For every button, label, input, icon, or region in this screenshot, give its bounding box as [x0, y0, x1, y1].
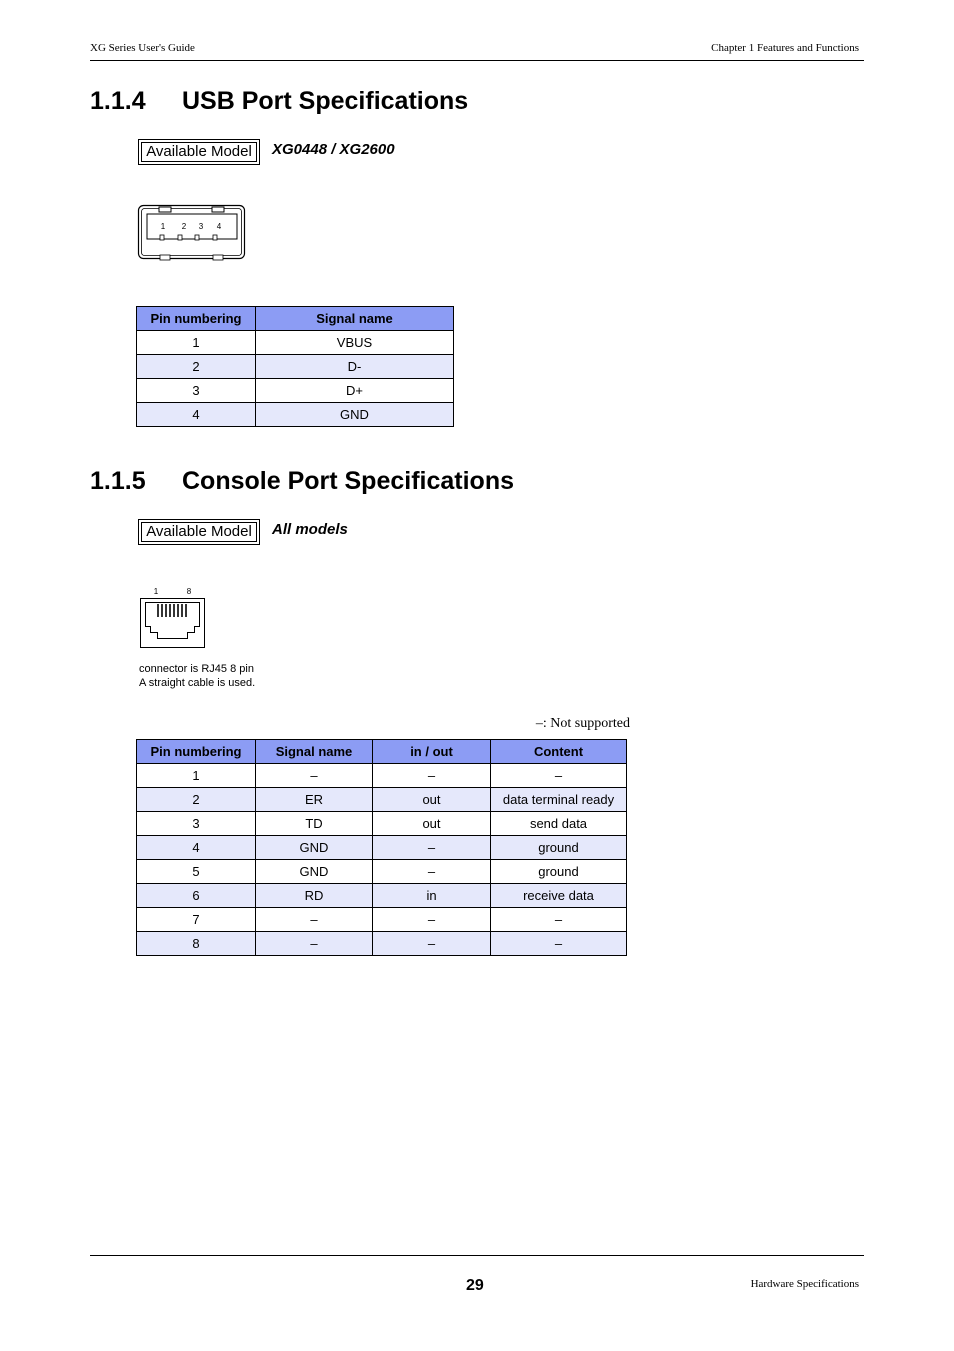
- page-number: 29: [466, 1277, 484, 1294]
- available-model-label: Available Model: [141, 522, 257, 542]
- table-cell: –: [491, 764, 627, 788]
- table-cell: data terminal ready: [491, 788, 627, 812]
- table-cell: out: [373, 812, 491, 836]
- table-cell: receive data: [491, 884, 627, 908]
- table-row: [137, 403, 454, 427]
- table-cell: D-: [256, 355, 454, 379]
- table-cell: –: [373, 932, 491, 956]
- available-model-box-usb: [138, 139, 260, 165]
- table-cell: 2: [137, 788, 256, 812]
- table-cell: 6: [137, 884, 256, 908]
- table-cell: 2: [137, 355, 256, 379]
- table-row: [137, 788, 627, 812]
- column-header: Signal name: [256, 307, 454, 331]
- table-cell: 8: [137, 932, 256, 956]
- table-cell: ground: [491, 860, 627, 884]
- section-title-console: Console Port Specifications: [182, 467, 515, 495]
- table-cell: 3: [137, 812, 256, 836]
- column-header: Pin numbering: [137, 307, 256, 331]
- table-cell: in: [373, 884, 491, 908]
- section-number-console: 1.1.5: [90, 467, 146, 495]
- table-cell: 4: [137, 836, 256, 860]
- table-cell: out: [373, 788, 491, 812]
- table-cell: 4: [137, 403, 256, 427]
- section-title-usb: USB Port Specifications: [182, 87, 469, 115]
- table-cell: 1: [137, 764, 256, 788]
- table-cell: TD: [256, 812, 373, 836]
- table-cell: ER: [256, 788, 373, 812]
- table-cell: RD: [256, 884, 373, 908]
- table-cell: –: [256, 764, 373, 788]
- column-header: Pin numbering: [137, 740, 256, 764]
- section-number-usb: 1.1.4: [90, 87, 146, 115]
- available-model-value-usb: XG0448 / XG2600: [272, 141, 395, 158]
- table-cell: 3: [137, 379, 256, 403]
- table-row: [137, 812, 627, 836]
- header-rule: [90, 60, 864, 61]
- table-row: [137, 932, 627, 956]
- table-cell: –: [256, 932, 373, 956]
- console-pin-table: [136, 739, 627, 956]
- table-cell: –: [373, 764, 491, 788]
- table-cell: –: [256, 908, 373, 932]
- usb-pin-label: 4: [216, 222, 222, 231]
- table-cell: 5: [137, 860, 256, 884]
- available-model-box-console: [138, 519, 260, 545]
- table-row: [137, 860, 627, 884]
- footer-rule: [90, 1255, 864, 1256]
- table-cell: GND: [256, 860, 373, 884]
- table-cell: ground: [491, 836, 627, 860]
- usb-pin-label: 2: [181, 222, 187, 231]
- rj45-pin-label: 1: [153, 587, 159, 596]
- table-cell: 1: [137, 331, 256, 355]
- table-cell: –: [373, 836, 491, 860]
- usb-pin-label: 1: [160, 222, 166, 231]
- table-row: [137, 836, 627, 860]
- table-row: [137, 379, 454, 403]
- table-row: [137, 355, 454, 379]
- column-header: in / out: [373, 740, 491, 764]
- usb-pin-label: 3: [198, 222, 204, 231]
- running-header-left: XG Series User's Guide: [90, 42, 195, 54]
- table-row: [137, 764, 627, 788]
- table-row: [137, 908, 627, 932]
- rj45-connector-diagram: [137, 584, 209, 650]
- column-header: Content: [491, 740, 627, 764]
- column-header: Signal name: [256, 740, 373, 764]
- table-cell: 7: [137, 908, 256, 932]
- table-cell: GND: [256, 403, 454, 427]
- table-cell: –: [373, 860, 491, 884]
- connector-note-line-2: A straight cable is used.: [139, 677, 256, 689]
- connector-note-line-1: connector is RJ45 8 pin: [139, 663, 254, 675]
- table-row: [137, 331, 454, 355]
- usb-pin-table: [136, 306, 454, 427]
- table-cell: –: [373, 908, 491, 932]
- table-cell: GND: [256, 836, 373, 860]
- rj45-pin-label: 8: [186, 587, 192, 596]
- table-cell: D+: [256, 379, 454, 403]
- table-cell: VBUS: [256, 331, 454, 355]
- table-row: [137, 884, 627, 908]
- table-cell: –: [491, 932, 627, 956]
- available-model-value-console: All models: [272, 521, 348, 538]
- running-footer-right: Hardware Specifications: [750, 1278, 859, 1290]
- table-cell: send data: [491, 812, 627, 836]
- table-cell: –: [491, 908, 627, 932]
- usb-connector-diagram: [137, 204, 247, 262]
- legend-not-supported: –: Not supported: [535, 716, 630, 731]
- available-model-label: Available Model: [141, 142, 257, 162]
- running-header-right: Chapter 1 Features and Functions: [711, 42, 859, 54]
